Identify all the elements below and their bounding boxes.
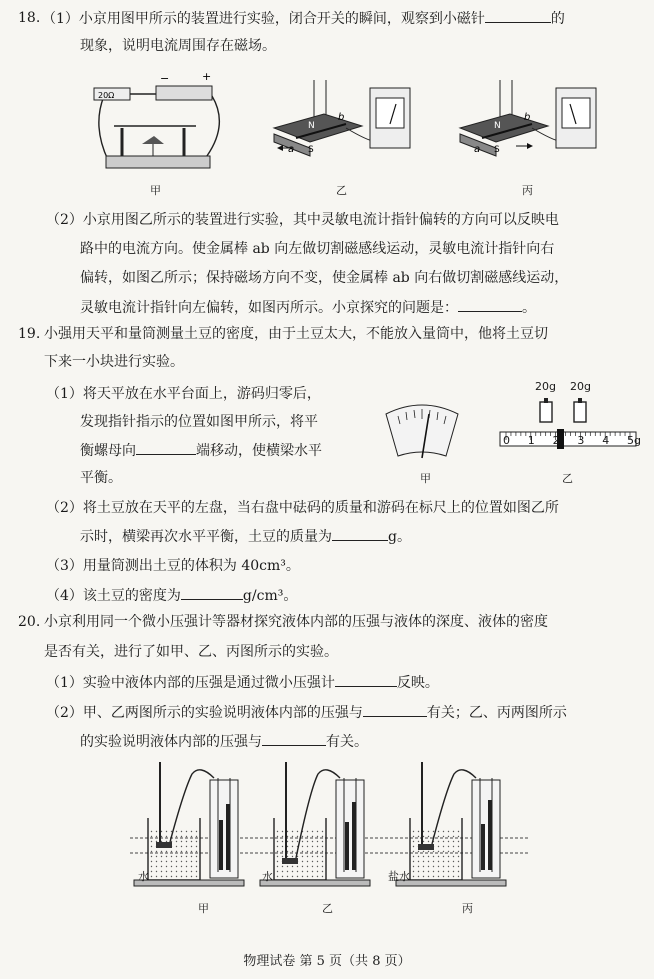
- q20-blank-2[interactable]: [363, 702, 427, 717]
- q20-s2-text-d: 有关。: [326, 734, 368, 750]
- pressure-setup: [260, 762, 370, 886]
- svg-text:S: S: [308, 145, 314, 155]
- q18-p2-suffix: 。: [522, 300, 536, 316]
- q20-s1-suffix: 反映。: [396, 675, 439, 691]
- svg-text:a: a: [288, 144, 295, 155]
- q19-s1-line4: 平衡。: [80, 470, 122, 486]
- q19-s1-line3: [80, 440, 322, 461]
- q20-s2-line2: [80, 731, 368, 752]
- q20-s1: [46, 672, 439, 693]
- q20-s1-text: （1）实验中液体内部的压强是通过微小压强计: [46, 675, 335, 691]
- q19-weight-1-label: 20g: [535, 380, 556, 393]
- q20-fig-jia-label: 甲: [198, 902, 209, 915]
- q18-fig-yi-label: 乙: [336, 184, 347, 197]
- q19-blank-2[interactable]: [332, 526, 388, 541]
- q19-blank-1[interactable]: [136, 440, 196, 455]
- svg-text:a: a: [474, 144, 481, 155]
- q20-figures: [130, 760, 530, 890]
- q18-figure-yi: [266, 80, 418, 172]
- q19-figure-yi: [498, 396, 640, 462]
- pressure-setup: [396, 762, 506, 886]
- q18-p1-line1: [42, 8, 565, 29]
- q18-p2-line3: 偏转，如图乙所示；保持磁场方向不变，使金属棒 ab 向右做切割磁感线运动，: [80, 270, 569, 286]
- q19-s1-line1: （1）将天平放在水平台面上，游码归零后，: [46, 386, 321, 402]
- svg-text:N: N: [494, 121, 501, 131]
- q18-fig-bing-label: 丙: [522, 184, 533, 197]
- q20-s2-line1: [46, 702, 567, 723]
- svg-text:S: S: [494, 145, 500, 155]
- q20-liquid-c-label: 盐水: [388, 870, 410, 883]
- scale-tick-label: 1: [527, 434, 535, 447]
- q18-p2-line1: （2）小京用图乙所示的装置进行实验，其中灵敏电流计指针偏转的方向可以反映电: [46, 212, 559, 228]
- q18-p1-text: （1）小京用图甲所示的装置进行实验，闭合开关的瞬间，观察到小磁针: [42, 11, 485, 27]
- q19-intro-line2: 下来一小块进行实验。: [44, 354, 184, 370]
- q19-s2-line1: （2）将土豆放在天平的左盘，当右盘中砝码的质量和游码在标尺上的位置如图乙所: [46, 500, 559, 516]
- q20-liquid-b-label: 水: [262, 870, 273, 883]
- q19-s1-text-b: 端移动，使横梁水平: [196, 443, 322, 459]
- scale-tick-label: 0: [503, 434, 510, 447]
- q19-s2-line2: [80, 526, 411, 547]
- q20-liquid-a-label: 水: [138, 870, 149, 883]
- svg-text:−: −: [160, 72, 170, 85]
- q20-blank-3[interactable]: [262, 731, 326, 746]
- q20-s2-text-a: （2）甲、乙两图所示的实验说明液体内部的压强与: [46, 705, 363, 721]
- scale-tick-label: 5g: [627, 434, 641, 447]
- q19-weight-2-label: 20g: [570, 380, 591, 393]
- scale-tick-label: 2: [552, 434, 560, 447]
- q19-s1-text-a: 衡螺母向: [80, 443, 136, 459]
- q19-number: 19.: [18, 326, 41, 342]
- q19-s4-unit: g/cm³。: [242, 588, 298, 604]
- q19-figure-jia: [382, 400, 462, 462]
- q20-number: 20.: [18, 614, 41, 630]
- q18-blank-2[interactable]: [458, 297, 522, 312]
- q19-blank-3[interactable]: [181, 585, 243, 600]
- q18-figure-bing: [452, 80, 604, 172]
- page-footer: 物理试卷 第 5 页（共 8 页）: [243, 954, 411, 969]
- q20-intro-line2: 是否有关，进行了如甲、乙、丙图所示的实验。: [44, 644, 338, 660]
- q19-s2-text: 示时，横梁再次水平平衡，土豆的质量为: [80, 529, 332, 545]
- svg-text:+: +: [202, 70, 212, 83]
- scale-tick-label: 3: [577, 434, 585, 447]
- scale-tick-label: 4: [602, 434, 610, 447]
- q18-figure-jia: [84, 68, 234, 172]
- svg-text:b: b: [524, 112, 531, 123]
- q18-fig-jia-label: 甲: [150, 184, 161, 197]
- svg-text:N: N: [308, 121, 315, 131]
- svg-text:b: b: [338, 112, 345, 123]
- q20-blank-1[interactable]: [335, 672, 397, 687]
- q18-p2-line4: [80, 297, 536, 318]
- q19-s3: （3）用量筒测出土豆的体积为 40cm³。: [46, 558, 300, 574]
- q20-s2-text-b: 有关；乙、丙两图所示: [426, 705, 567, 721]
- q19-s4-text: （4）该土豆的密度为: [46, 588, 181, 604]
- q18-p1-line2: 现象，说明电流周围存在磁场。: [80, 38, 276, 54]
- q19-s1-line2: 发现指针指示的位置如图甲所示，将平: [80, 414, 318, 430]
- q20-fig-bing-label: 丙: [462, 902, 473, 915]
- pressure-setup: [134, 762, 244, 886]
- q18-p1-suffix: 的: [550, 11, 565, 27]
- q20-s2-text-c: 的实验说明液体内部的压强与: [80, 734, 262, 750]
- q18-blank-1[interactable]: [485, 8, 551, 23]
- q18-p2-line2: 路中的电流方向。使金属棒 ab 向左做切割磁感线运动，灵敏电流计指针向右: [80, 241, 555, 257]
- q19-fig-yi-label: 乙: [562, 472, 573, 485]
- q19-fig-jia-label: 甲: [420, 472, 431, 485]
- q18-p2-text: 灵敏电流计指针向左偏转，如图丙所示。小京探究的问题是：: [80, 300, 458, 316]
- q18-number: 18.: [18, 10, 41, 26]
- svg-text:20Ω: 20Ω: [98, 91, 115, 100]
- q19-s2-unit: g。: [388, 529, 411, 545]
- q19-s4: [46, 585, 297, 606]
- q19-intro-line1: 小强用天平和量筒测量土豆的密度，由于土豆太大，不能放入量筒中，他将土豆切: [44, 326, 548, 342]
- q20-fig-yi-label: 乙: [322, 902, 333, 915]
- q20-intro-line1: 小京利用同一个微小压强计等器材探究液体内部的压强与液体的深度、液体的密度: [44, 614, 548, 630]
